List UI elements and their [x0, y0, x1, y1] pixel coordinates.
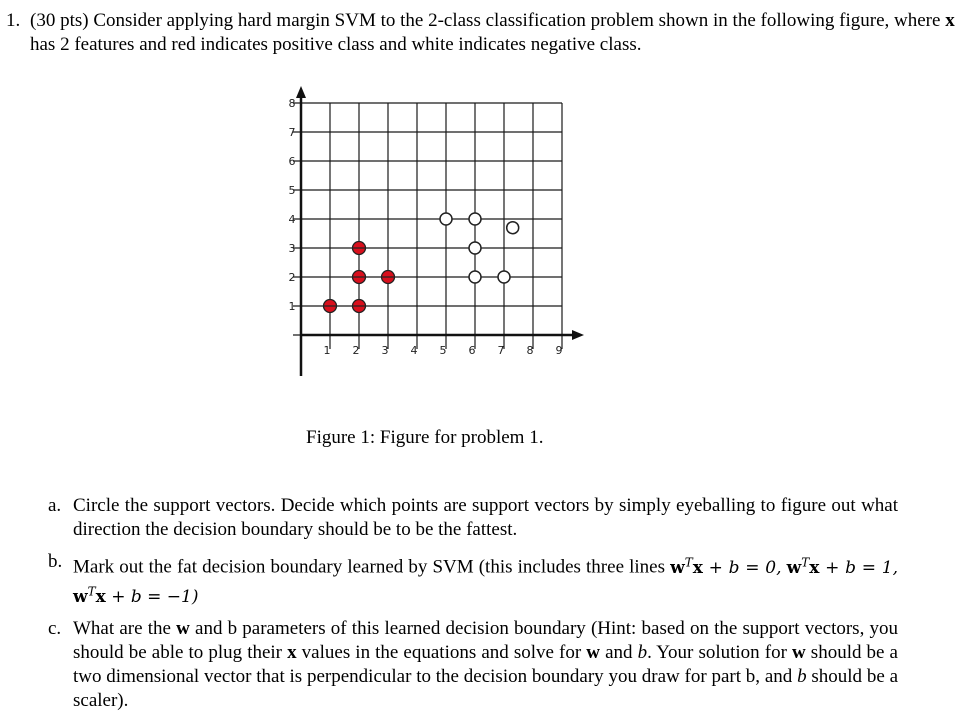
- x-tick-label: 7: [497, 344, 505, 357]
- data-points: [324, 213, 519, 313]
- chart-axes: [296, 86, 584, 376]
- x-tick-label: 9: [555, 344, 563, 357]
- negative-point: [498, 271, 510, 283]
- y-tick-label: 2: [288, 271, 296, 284]
- negative-point: [469, 242, 481, 254]
- problem-text-2: has 2 features and red indicates positive class and white indicates negative class.: [30, 34, 642, 55]
- negative-point: [469, 271, 481, 283]
- y-tick-label: 4: [288, 213, 296, 226]
- y-tick-label: 7: [288, 126, 296, 139]
- problem-number: 1.: [6, 10, 21, 31]
- problem-points: (30 pts): [30, 10, 89, 31]
- y-axis-arrow: [296, 86, 306, 98]
- x-axis-arrow: [572, 330, 584, 340]
- negative-point: [507, 222, 519, 234]
- y-tick-labels: [289, 97, 296, 313]
- part-c: c. What are the w and b parameters of this learned decision boundary (Hint: based on the support vectors, you should be able to plug their x values in the equations and solve for w and b. Your solution for w should be a two dimensional vector that is perpendicular to the decision boundary you draw for part b, and b should be a scaler).: [48, 618, 898, 712]
- x-tick-label: 1: [323, 344, 331, 357]
- part-a-label: a.: [48, 495, 62, 516]
- positive-point: [353, 271, 366, 284]
- problem-text-1: Consider applying hard margin SVM to the 2-class classification problem shown in the following figure, where: [93, 10, 946, 31]
- part-a: [48, 494, 898, 542]
- negative-point: [440, 213, 452, 225]
- problem-statement: [6, 9, 956, 57]
- x-tick-label: 5: [439, 344, 447, 357]
- negative-point: [469, 213, 481, 225]
- x-tick-label: 6: [468, 344, 476, 357]
- part-b-text: Mark out the fat decision boundary learned by SVM (this includes three lines: [73, 556, 671, 578]
- positive-point: [353, 242, 366, 255]
- part-b: [48, 550, 898, 609]
- y-tick-label: 8: [288, 97, 296, 110]
- x-tick-label: 2: [352, 344, 360, 357]
- part-a-text: Circle the support vectors. Decide which points are support vectors by simply eyeballing to figure out what direction the decision boundary should be to be the fattest.: [73, 495, 898, 540]
- positive-point: [382, 271, 395, 284]
- scatter-figure: [278, 84, 588, 379]
- part-c-label: c.: [48, 618, 62, 640]
- y-tick-label: 5: [288, 184, 296, 197]
- positive-point: [324, 300, 337, 313]
- x-tick-label: 8: [526, 344, 534, 357]
- y-tick-label: 6: [288, 155, 296, 168]
- positive-point: [353, 300, 366, 313]
- x-tick-label: 4: [410, 344, 418, 357]
- problem-text: [30, 9, 956, 57]
- x-tick-label: 3: [381, 344, 389, 357]
- figure-caption: Figure 1: Figure for problem 1.: [306, 427, 544, 448]
- y-tick-label: 1: [288, 300, 296, 313]
- question-parts: [48, 494, 898, 721]
- y-tick-label: 3: [288, 242, 296, 255]
- x-tick-labels: [324, 344, 563, 357]
- equation-boundary: $w^Tx + b = 0$,: [670, 555, 782, 578]
- equation-positive-margin: $w^Tx + b = 1$,: [786, 555, 898, 578]
- equation-negative-margin: $w^Tx + b = -1$): [73, 584, 199, 608]
- part-b-label: b.: [48, 551, 63, 572]
- problem-x-bold: x: [945, 10, 955, 31]
